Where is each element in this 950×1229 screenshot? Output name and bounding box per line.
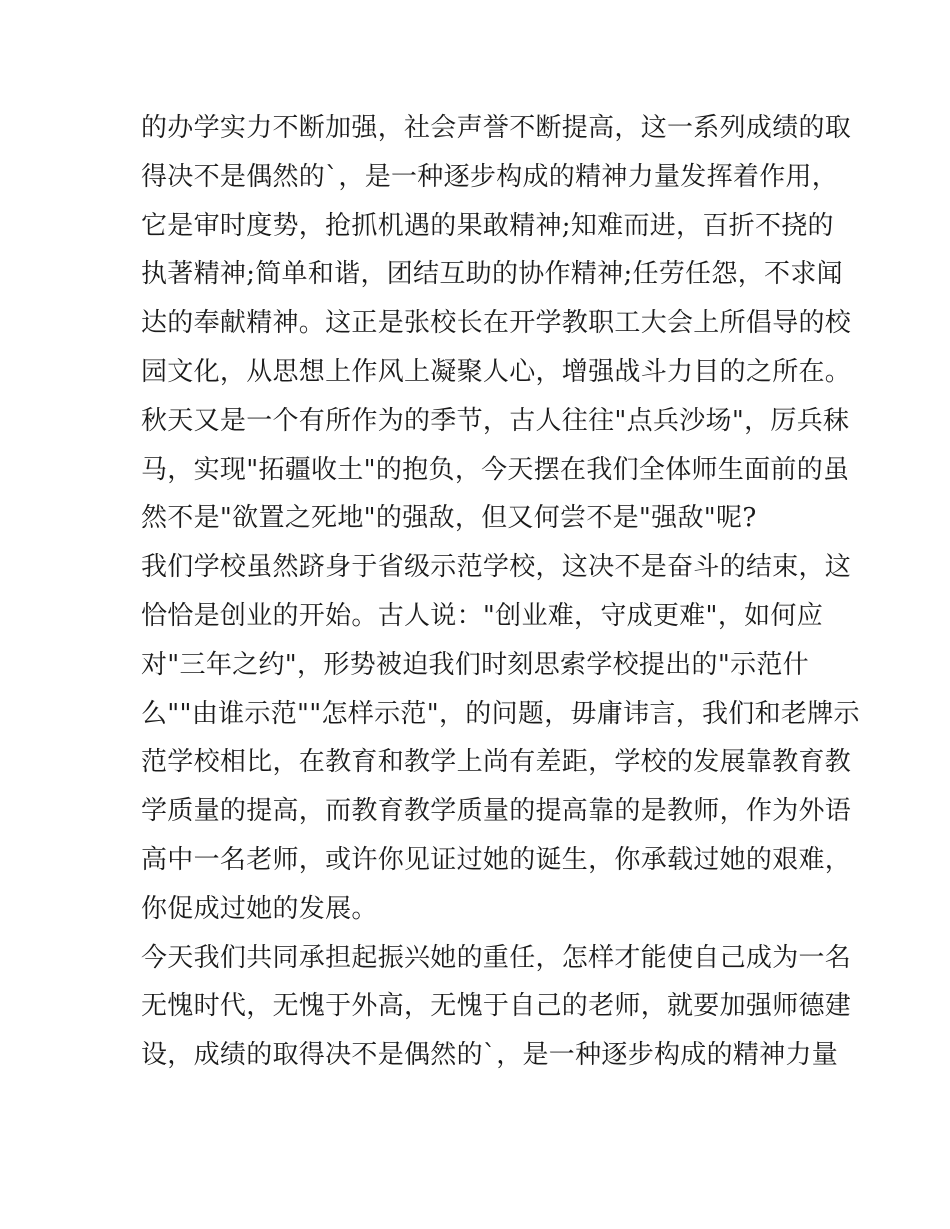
text-line: 它是审时度势，抢抓机遇的果敢精神;知难而进，百折不挠的	[141, 210, 834, 241]
text-line: 马，实现"拓疆收土"的抱负，今天摆在我们全体师生面前的虽	[141, 454, 850, 485]
text-line: 对"三年之约"，形势被迫我们时刻思索学校提出的"示范什	[141, 649, 809, 680]
text-line: 设，成绩的取得决不是偶然的`，是一种逐步构成的精神力量	[141, 1040, 839, 1071]
text-line: 园文化，从思想上作风上凝聚人心，增强战斗力目的之所在。	[141, 356, 852, 387]
text-line: 达的奉献精神。这正是张校长在开学教职工大会上所倡导的校	[141, 308, 852, 339]
document-body-text	[141, 104, 860, 1080]
text-line: 么""由谁示范""怎样示范"，的问题，毋庸讳言，我们和老牌示	[141, 698, 860, 729]
text-line: 恰恰是创业的开始。古人说："创业难，守成更难"，如何应	[141, 600, 824, 631]
text-line: 无愧时代，无愧于外高，无愧于自己的老师，就要加强师德建	[141, 991, 852, 1022]
text-line: 你促成过她的发展。	[141, 893, 378, 924]
text-line: 执著精神;简单和谐，团结互助的协作精神;任劳任怨，不求闻	[141, 259, 843, 290]
text-line: 然不是"欲置之死地"的强敌，但又何尝不是"强敌"呢?	[141, 503, 757, 534]
text-line: 今天我们共同承担起振兴她的重任，怎样才能使自己成为一名	[141, 942, 852, 973]
text-line: 得决不是偶然的`，是一种逐步构成的精神力量发挥着作用，	[141, 161, 839, 192]
text-line: 秋天又是一个有所作为的季节，古人往往"点兵沙场"，厉兵秣	[141, 405, 850, 436]
text-line: 范学校相比，在教育和教学上尚有差距，学校的发展靠教育教	[141, 747, 852, 778]
text-line: 高中一名老师，或许你见证过她的诞生，你承载过她的艰难，	[141, 844, 852, 875]
text-line: 学质量的提高，而教育教学质量的提高靠的是教师，作为外语	[141, 796, 852, 827]
text-line: 的办学实力不断加强，社会声誉不断提高，这一系列成绩的取	[141, 113, 852, 143]
text-line: 我们学校虽然跻身于省级示范学校，这决不是奋斗的结束，这	[141, 552, 852, 583]
